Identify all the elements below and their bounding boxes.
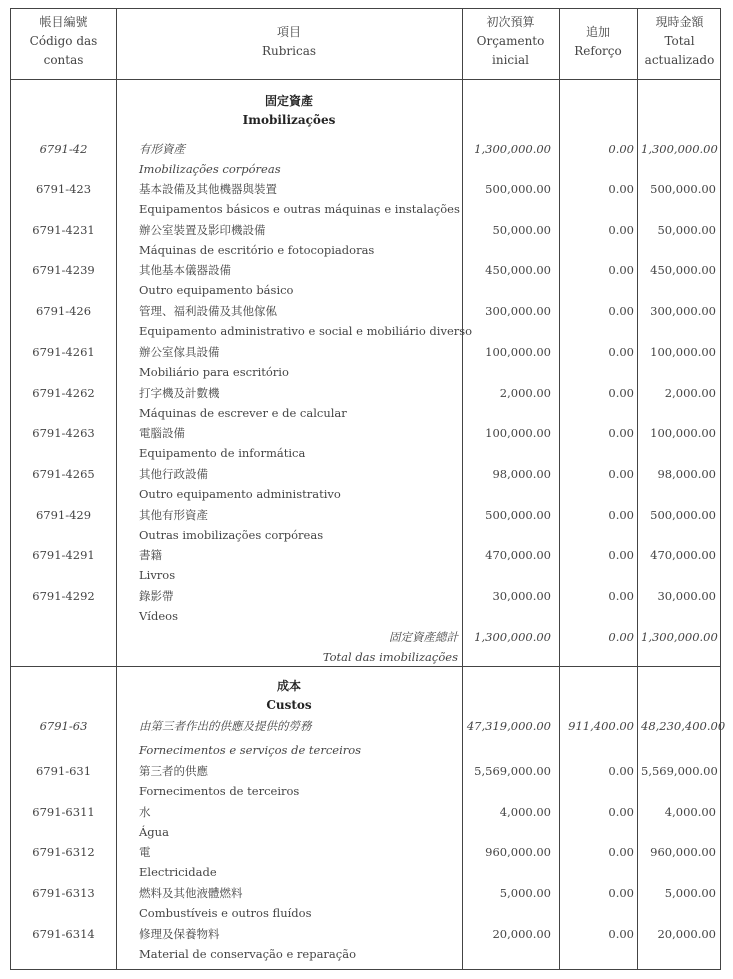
table-row-pt: [11, 525, 720, 545]
header-total: [637, 13, 722, 70]
item-zh: 由第三者作出的供應及提供的勞務: [139, 719, 312, 733]
total-row-pt: [11, 647, 720, 667]
total-row: [11, 627, 720, 647]
initial-amount: 500,000.00: [485, 507, 551, 522]
initial-amount: 50,000.00: [492, 222, 551, 237]
table-row: [11, 464, 720, 484]
account-code: 6791-4262: [32, 385, 95, 400]
item-pt: Máquinas de escrever e de calcular: [139, 405, 347, 420]
total-amount: 5,569,000.00: [641, 764, 718, 778]
item-zh: 其他行政設備: [139, 466, 208, 481]
total-amount: 2,000.00: [664, 385, 716, 400]
total-amount: 1,300,000.00: [641, 630, 718, 644]
header-rubric: [116, 23, 462, 61]
initial-amount: 470,000.00: [485, 548, 551, 563]
reinforce-amount: 911,400.00: [568, 719, 634, 733]
item-pt: Máquinas de escritório e fotocopiadoras: [139, 242, 375, 257]
reinforce-amount: 0.00: [608, 344, 634, 359]
table-row-pt: [11, 862, 720, 882]
reinforce-amount: 0.00: [608, 886, 634, 901]
total-amount: 960,000.00: [650, 845, 716, 860]
account-code: 6791-6311: [32, 804, 95, 819]
initial-amount: 300,000.00: [485, 304, 551, 319]
account-code: 6791-4291: [32, 548, 95, 563]
reinforce-amount: 0.00: [608, 507, 634, 522]
account-code: 6791-4265: [32, 466, 95, 481]
table-row-pt: [11, 362, 720, 382]
item-pt: Equipamento administrativo e social e mobiliário diverso: [139, 324, 473, 339]
header-total-pt: actualizado: [644, 53, 715, 67]
table-row-pt: [11, 443, 720, 463]
table-row: [11, 883, 720, 903]
item-zh: 電腦設備: [139, 426, 185, 441]
header-code-pt: contas: [43, 53, 84, 67]
total-amount: 1,300,000.00: [641, 142, 718, 156]
reinforce-amount: 0.00: [608, 222, 634, 237]
total-amount: 4,000.00: [664, 804, 716, 819]
table-row-pt: [11, 240, 720, 260]
group-row-pt: [11, 159, 720, 179]
initial-amount: 30,000.00: [492, 589, 551, 603]
table-row-pt: [11, 565, 720, 585]
item-zh: 其他基本儀器設備: [139, 263, 231, 278]
total-amount: 300,000.00: [650, 304, 716, 319]
account-code: 6791-631: [35, 764, 92, 778]
reinforce-amount: 0.00: [608, 142, 634, 156]
section-title-pt: Custos: [266, 698, 312, 712]
item-pt: Vídeos: [139, 609, 178, 623]
initial-amount: 4,000.00: [499, 804, 551, 819]
total-amount: 450,000.00: [650, 263, 716, 278]
total-amount: 470,000.00: [650, 548, 716, 563]
account-code: 6791-6314: [32, 926, 95, 941]
initial-amount: 450,000.00: [485, 263, 551, 278]
reinforce-amount: 0.00: [608, 764, 634, 778]
initial-amount: 960,000.00: [485, 845, 551, 860]
section-title-zh: 固定資產: [264, 94, 313, 108]
table-row: [11, 545, 720, 565]
header-initial-zh: 初次預算: [486, 15, 535, 29]
group-row-pt: [11, 740, 720, 760]
total-amount: 500,000.00: [650, 507, 716, 522]
header-reinforce: [559, 23, 637, 61]
initial-amount: 2,000.00: [499, 385, 551, 400]
budget-table: [10, 8, 726, 970]
account-code: 6791-63: [39, 719, 88, 733]
table-row-pt: [11, 199, 720, 219]
header-code-pt: Código das: [29, 34, 98, 48]
initial-amount: 100,000.00: [485, 426, 551, 441]
table-row: [11, 761, 720, 781]
total-amount: 500,000.00: [650, 182, 716, 196]
item-zh: 其他有形資產: [139, 507, 208, 522]
item-pt: Fornecimentos de terceiros: [139, 784, 300, 798]
header-code: [11, 13, 116, 70]
item-zh: 書籍: [139, 548, 162, 563]
reinforce-amount: 0.00: [608, 804, 634, 819]
total-amount: 5,000.00: [664, 886, 716, 901]
header-total-pt: Total: [664, 34, 695, 48]
header-rubric-pt: Rubricas: [261, 44, 317, 58]
header-initial: [462, 13, 559, 70]
item-zh: 有形資產: [139, 142, 185, 156]
table-row: [11, 505, 720, 525]
account-code: 6791-4261: [32, 344, 95, 359]
item-zh: 錄影帶: [139, 589, 174, 603]
header-initial-pt: Orçamento: [476, 34, 545, 48]
item-pt: Equipamento de informática: [139, 446, 306, 461]
account-code: 6791-4231: [32, 222, 95, 237]
total-amount: 48,230,400.00: [641, 719, 726, 733]
table-row: [11, 586, 720, 606]
table-row-pt: [11, 606, 720, 626]
reinforce-amount: 0.00: [608, 926, 634, 941]
header-code-zh: 帳目編號: [39, 15, 88, 29]
total-amount: 50,000.00: [657, 222, 716, 237]
item-pt: Combustíveis e outros fluídos: [139, 906, 312, 921]
item-pt: Imobilizações corpóreas: [139, 162, 281, 176]
item-pt: Água: [139, 824, 169, 839]
item-pt: Livros: [139, 568, 176, 583]
table-row-pt: [11, 403, 720, 423]
account-code: 6791-4239: [32, 263, 95, 278]
table-row: [11, 301, 720, 321]
group-row: [11, 139, 720, 159]
item-zh: 燃料及其他液體燃料: [139, 886, 243, 901]
account-code: 6791-426: [35, 304, 92, 319]
total-label-pt: Total das imobilizações: [322, 650, 458, 664]
initial-amount: 1,300,000.00: [474, 630, 551, 644]
item-zh: 第三者的供應: [139, 764, 208, 778]
item-zh: 管理、福利設備及其他傢俬: [139, 304, 277, 319]
table-row-pt: [11, 822, 720, 842]
account-code: 6791-4292: [32, 589, 95, 603]
item-pt: Outro equipamento administrativo: [139, 486, 341, 501]
total-amount: 30,000.00: [657, 589, 716, 603]
section-title-pt: Imobilizações: [242, 113, 336, 127]
table-row-pt: [11, 944, 720, 964]
initial-amount: 47,319,000.00: [466, 719, 551, 733]
item-zh: 水: [139, 804, 151, 819]
table-row: [11, 842, 720, 862]
reinforce-amount: 0.00: [608, 466, 634, 481]
item-pt: Material de conservação e reparação: [139, 946, 357, 961]
table-row-pt: [11, 484, 720, 504]
initial-amount: 20,000.00: [492, 926, 551, 941]
item-pt: Electricidade: [139, 865, 217, 880]
item-zh: 基本設備及其他機器與裝置: [139, 182, 277, 196]
table-row-pt: [11, 321, 720, 341]
header-total-zh: 現時金額: [655, 15, 704, 29]
reinforce-amount: 0.00: [608, 845, 634, 860]
item-pt: Outro equipamento básico: [139, 283, 294, 298]
header-reinforce-pt: Reforço: [574, 44, 622, 58]
reinforce-amount: 0.00: [608, 548, 634, 563]
reinforce-amount: 0.00: [608, 385, 634, 400]
total-amount: 98,000.00: [657, 466, 716, 481]
item-zh: 修理及保養物料: [139, 926, 220, 941]
initial-amount: 5,000.00: [499, 886, 551, 901]
reinforce-amount: 0.00: [608, 426, 634, 441]
header-initial-pt: inicial: [492, 53, 529, 67]
reinforce-amount: 0.00: [608, 263, 634, 278]
table-row: [11, 383, 720, 403]
table-row-pt: [11, 781, 720, 801]
account-code: 6791-6312: [32, 845, 95, 860]
initial-amount: 100,000.00: [485, 344, 551, 359]
total-amount: 100,000.00: [650, 344, 716, 359]
item-pt: Equipamentos básicos e outras máquinas e instalações: [139, 202, 460, 216]
account-code: 6791-4263: [32, 426, 95, 441]
group-row: [11, 716, 726, 736]
account-code: 6791-6313: [32, 886, 95, 901]
account-code: 6791-423: [35, 182, 92, 196]
item-zh: 辦公室傢具設備: [139, 344, 220, 359]
header-divider: [11, 79, 720, 80]
total-label-zh: 固定資產總計: [389, 630, 458, 644]
item-zh: 辦公室裝置及影印機設備: [139, 222, 266, 237]
table-row: [11, 179, 720, 199]
table-row: [11, 924, 720, 944]
header-rubric-zh: 項目: [276, 25, 301, 39]
account-code: 6791-429: [35, 507, 92, 522]
table-row: [11, 260, 720, 280]
section-title-zh: 成本: [276, 679, 301, 693]
initial-amount: 500,000.00: [485, 182, 551, 196]
table-row-pt: [11, 280, 720, 300]
item-pt: Mobiliário para escritório: [139, 364, 289, 379]
account-code: 6791-42: [39, 142, 88, 156]
initial-amount: 1,300,000.00: [474, 142, 551, 156]
total-amount: 100,000.00: [650, 426, 716, 441]
header-reinforce-zh: 追加: [585, 25, 610, 39]
table-row: [11, 342, 720, 362]
reinforce-amount: 0.00: [608, 182, 634, 196]
table-row-pt: [11, 903, 720, 923]
initial-amount: 5,569,000.00: [474, 764, 551, 778]
table-row: [11, 220, 720, 240]
item-zh: 電: [139, 845, 151, 860]
reinforce-amount: 0.00: [608, 304, 634, 319]
reinforce-amount: 0.00: [608, 630, 634, 644]
item-pt: Outras imobilizações corpóreas: [139, 527, 324, 542]
item-pt: Fornecimentos e serviços de terceiros: [139, 743, 362, 757]
total-amount: 20,000.00: [657, 926, 716, 941]
initial-amount: 98,000.00: [492, 466, 551, 481]
table-row: [11, 423, 720, 443]
item-zh: 打字機及計數機: [139, 385, 220, 400]
reinforce-amount: 0.00: [608, 589, 634, 603]
table-row: [11, 802, 720, 822]
